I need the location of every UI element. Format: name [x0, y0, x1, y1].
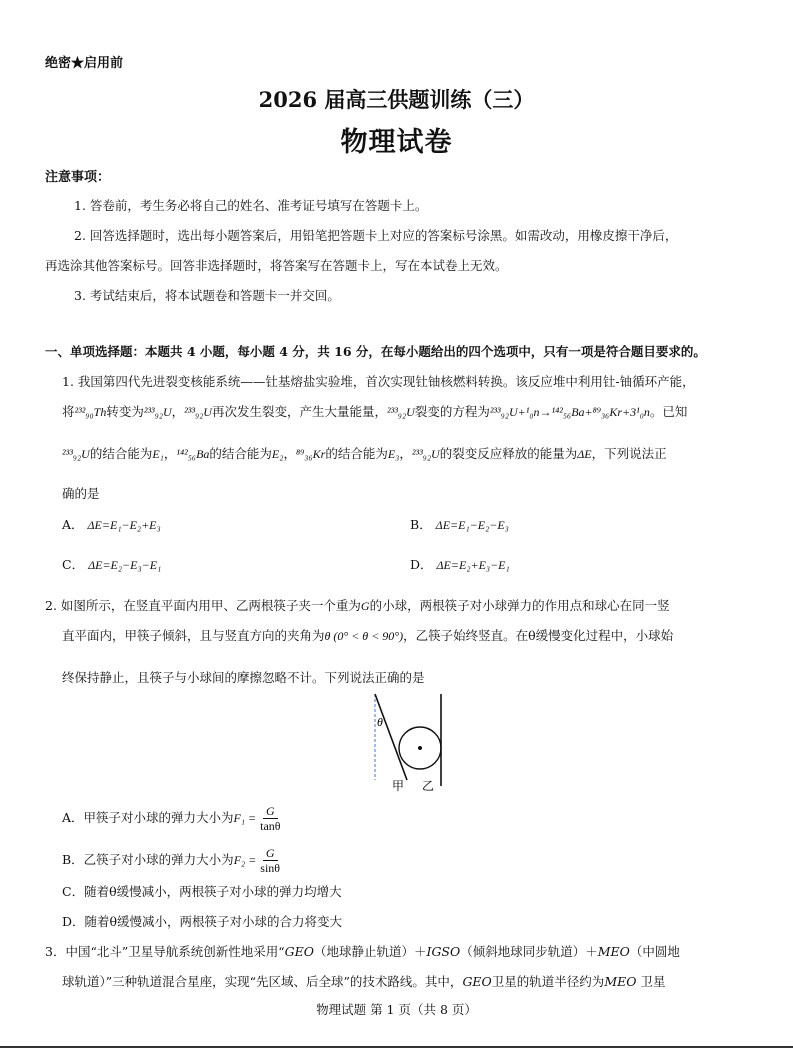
q2-option-d[interactable]: D．随着θ缓慢减小，两根筷子对小球的合力将变大 — [62, 914, 343, 929]
q1-option-b[interactable]: B． ΔE=E₁−E₂−E₃ — [410, 517, 509, 532]
confidential-mark: 绝密★启用前 — [45, 56, 124, 71]
q3-line-2: 球轨道）”三种轨道混合星座，实现“先区域、后全球”的技术路线。其中，GEO卫星的轨道半径约为MEO 卫星 — [62, 974, 666, 989]
section-heading: 一、单项选择题：本题共 4 小题，每小题 4 分，共 16 分，在每小题给出的四个选项中，只有一项是符合题目要求的。 — [45, 344, 706, 359]
notice-item-3: 3. 考试结束后，将本试题卷和答题卡一并交回。 — [74, 288, 340, 303]
notice-item-2a: 2. 回答选择题时，选出每小题答案后，用铅笔把答题卡上对应的答案标号涂黑。如需改动，用橡皮擦干净后， — [74, 228, 678, 243]
fission-equation: ²³³₉₂U+¹₀n→¹⁴²₅₆Ba+⁸⁹₃₆Kr+3¹₀n — [489, 405, 650, 419]
q1-line-1: 1. 我国第四代先进裂变核能系统——钍基熔盐实验堆，首次实现钍铀核燃料转换。该反应堆中利用钍-铀循环产能， — [62, 374, 695, 389]
q3-line-1: 3．中国“北斗”卫星导航系统创新性地采用“GEO（地球静止轨道）＋IGSO（倾斜地球同步轨道）＋MEO（中圆地 — [45, 944, 680, 959]
q2-line-2: 直平面内，甲筷子倾斜，且与竖直方向的夹角为θ (0° < θ < 90°)，乙筷子始终竖直。在θ缓慢变化过程中，小球始 — [62, 628, 674, 643]
q1-line-2: 将²³²₉₀Th转变为²³³₉₂U，²³³₉₂U再次发生裂变，产生大量能量，²³³₉₂U裂变的方程为²³³₉₂U+¹₀n→¹⁴²₅₆Ba+⁸⁹₃₆Kr+3¹₀n。已知 — [62, 404, 688, 419]
q1-option-c[interactable]: C． ΔE=E₂−E₃−E₁ — [62, 557, 162, 572]
bottom-rule — [0, 1046, 793, 1048]
q1-option-d[interactable]: D． ΔE=E₂+E₃−E₁ — [410, 557, 510, 572]
q2-option-a[interactable]: A．甲筷子对小球的弹力大小为F₁ = $\frac{G}{\tan\theta}$ — [62, 804, 281, 833]
subject-title: 物理试卷 — [340, 127, 453, 158]
q1-option-a[interactable]: A． ΔE=E₁−E₂+E₃ — [62, 517, 161, 532]
notice-item-2b: 再选涂其他答案标号。回答非选择题时，将答案写在答题卡上，写在本试卷上无效。 — [45, 258, 508, 273]
notice-heading: 注意事项： — [45, 170, 111, 185]
jia-label: 甲 — [392, 779, 405, 793]
nuclide-u233: ²³³₉₂U — [143, 405, 172, 419]
ball-center — [418, 746, 422, 750]
q2-line-3: 终保持静止，且筷子与小球间的摩擦忽略不计。下列说法正确的是 — [62, 670, 425, 685]
page-footer: 物理试题 第 1 页（共 8 页） — [316, 1002, 477, 1017]
q2-option-b[interactable]: B．乙筷子对小球的弹力大小为F₂ = $\frac{G}{\sin\theta}$ — [62, 846, 281, 875]
q2-line-1: 2. 如图所示，在竖直平面内用甲、乙两根筷子夹一个重为G的小球，两根筷子对小球弹力的作用点和球心在同一竖 — [45, 598, 670, 613]
nuclide-th232: ²³²₉₀Th — [74, 405, 107, 419]
theta-label: θ — [377, 715, 383, 729]
yi-label: 乙 — [422, 779, 435, 793]
exam-title: 2026 届高三供题训练（三） — [258, 87, 535, 112]
q2-option-c[interactable]: C．随着θ缓慢减小，两根筷子对小球的弹力均增大 — [62, 884, 342, 899]
q1-line-4: 确的是 — [62, 486, 100, 501]
notice-item-1: 1. 答卷前，考生务必将自己的姓名、准考证号填写在答题卡上。 — [74, 198, 428, 213]
q1-line-3: ²³³₉₂U的结合能为E₁，¹⁴²₅₆Ba的结合能为E₂，⁸⁹₃₆Kr的结合能为E₃，²³³₉₂U的裂变反应释放的能量为ΔE，下列说法正 — [62, 446, 667, 461]
chopsticks-figure — [360, 690, 450, 794]
